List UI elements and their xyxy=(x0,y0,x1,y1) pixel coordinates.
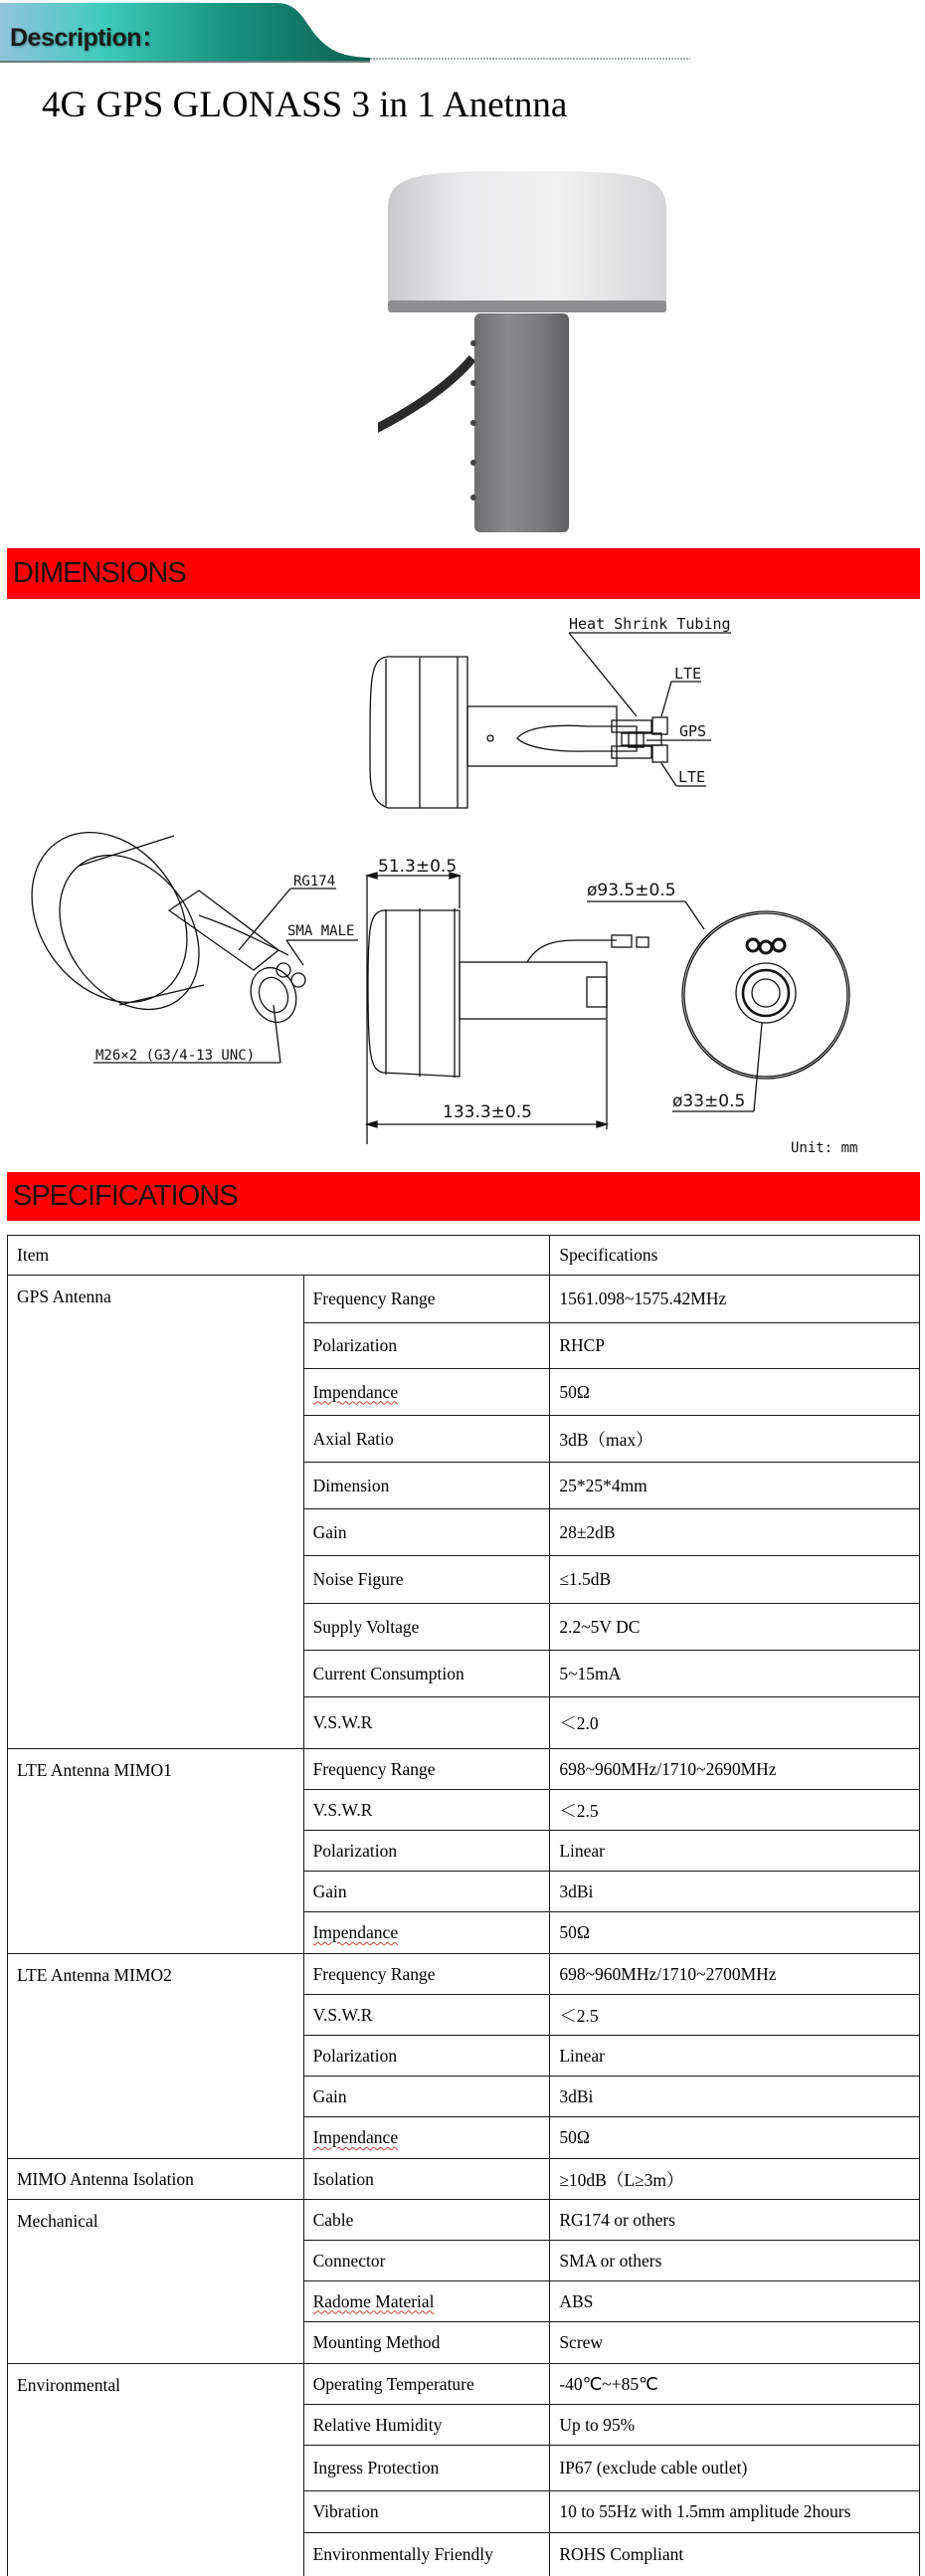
antenna-photo xyxy=(378,139,676,537)
description-banner xyxy=(0,0,696,70)
banner-label: Description： xyxy=(10,24,166,52)
table-row: V.S.W.R ＜2.5 xyxy=(8,1995,920,2036)
table-row: MIMO Antenna Isolation Isolation ≥10dB（L≥3m） xyxy=(8,2159,920,2200)
table-row: V.S.W.R ＜2.0 xyxy=(8,1697,920,1749)
table-row: Mechanical Cable RG174 or others xyxy=(8,2200,920,2241)
svg-text:LTE: LTE xyxy=(678,768,706,786)
header-item: Item xyxy=(8,1236,550,1276)
svg-text:133.3±0.5: 133.3±0.5 xyxy=(443,1102,532,1122)
table-row: Environmental Operating Temperature -40℃~+85℃ xyxy=(8,2364,920,2405)
table-row: Impendance 50Ω xyxy=(8,2117,920,2159)
svg-text:GPS: GPS xyxy=(679,722,707,740)
table-row: Impendance 50Ω xyxy=(8,1912,920,1954)
group-environmental: Environmental xyxy=(8,2364,304,2576)
dimension-drawing xyxy=(0,602,925,1159)
top-side-view-icon xyxy=(370,633,731,808)
svg-text:LTE: LTE xyxy=(674,665,702,683)
table-row: Current Consumption 5~15mA xyxy=(8,1651,920,1697)
table-header-row xyxy=(8,1236,920,1276)
header-specifications: Specifications xyxy=(550,1236,920,1276)
specifications-heading: SPECIFICATIONS xyxy=(13,1180,238,1212)
svg-text:SMA MALE: SMA MALE xyxy=(287,923,355,939)
table-row: Connector SMA or others xyxy=(8,2241,920,2281)
table-row: Gain 3dBi xyxy=(8,1872,920,1912)
table-row: Noise Figure ≤1.5dB xyxy=(8,1556,920,1604)
group-lte-mimo2: LTE Antenna MIMO2 xyxy=(8,1954,304,2159)
dimensions-heading: DIMENSIONS xyxy=(13,557,186,589)
table-row: Environmentally Friendly ROHS Compliant xyxy=(8,2533,920,2576)
table-row: Gain 28±2dB xyxy=(8,1509,920,1556)
svg-text:RG174: RG174 xyxy=(293,874,336,890)
table-row: Relative Humidity Up to 95% xyxy=(8,2405,920,2446)
table-row: Axial Ratio 3dB（max） xyxy=(8,1416,920,1463)
group-mimo-isolation: MIMO Antenna Isolation xyxy=(8,2159,304,2200)
svg-text:M26×2 (G3/4-13 UNC): M26×2 (G3/4-13 UNC) xyxy=(95,1048,256,1064)
specifications-section-bar xyxy=(7,1172,920,1221)
product-title: 4G GPS GLONASS 3 in 1 Anetnna xyxy=(42,85,568,125)
table-row: Polarization Linear xyxy=(8,1831,920,1872)
table-row: Vibration 10 to 55Hz with 1.5mm amplitude 2hours xyxy=(8,2491,920,2533)
table-row: V.S.W.R ＜2.5 xyxy=(8,1790,920,1831)
dimensions-section-bar xyxy=(7,548,920,599)
table-row: LTE Antenna MIMO1 Frequency Range 698~960MHz/1710~2690MHz xyxy=(8,1749,920,1790)
table-row: GPS Antenna Frequency Range 1561.098~1575.42MHz xyxy=(8,1276,920,1323)
svg-text:ø93.5±0.5: ø93.5±0.5 xyxy=(587,881,676,900)
unit-label: Unit: mm xyxy=(791,1140,858,1156)
table-row: Gain 3dBi xyxy=(8,2077,920,2117)
table-row: Dimension 25*25*4mm xyxy=(8,1463,920,1509)
table-row: Polarization Linear xyxy=(8,2036,920,2077)
table-row: Polarization RHCP xyxy=(8,1323,920,1369)
heat-shrink-label: Heat Shrink Tubing xyxy=(569,615,731,633)
group-lte-mimo1: LTE Antenna MIMO1 xyxy=(8,1749,304,1954)
table-row: Radome Material ABS xyxy=(8,2281,920,2322)
svg-text:51.3±0.5: 51.3±0.5 xyxy=(378,857,458,877)
table-row: Ingress Protection IP67 (exclude cable outlet) xyxy=(8,2446,920,2491)
spec-table xyxy=(7,1235,920,2576)
table-row: Mounting Method Screw xyxy=(8,2322,920,2364)
table-row: Supply Voltage 2.2~5V DC xyxy=(8,1604,920,1651)
group-mechanical: Mechanical xyxy=(8,2200,304,2364)
front-view-icon xyxy=(587,901,849,1111)
table-row: Impendance 50Ω xyxy=(8,1369,920,1416)
group-gps-antenna: GPS Antenna xyxy=(8,1276,304,1749)
table-row: LTE Antenna MIMO2 Frequency Range 698~960MHz/1710~2700MHz xyxy=(8,1954,920,1995)
svg-text:ø33±0.5: ø33±0.5 xyxy=(672,1091,746,1111)
